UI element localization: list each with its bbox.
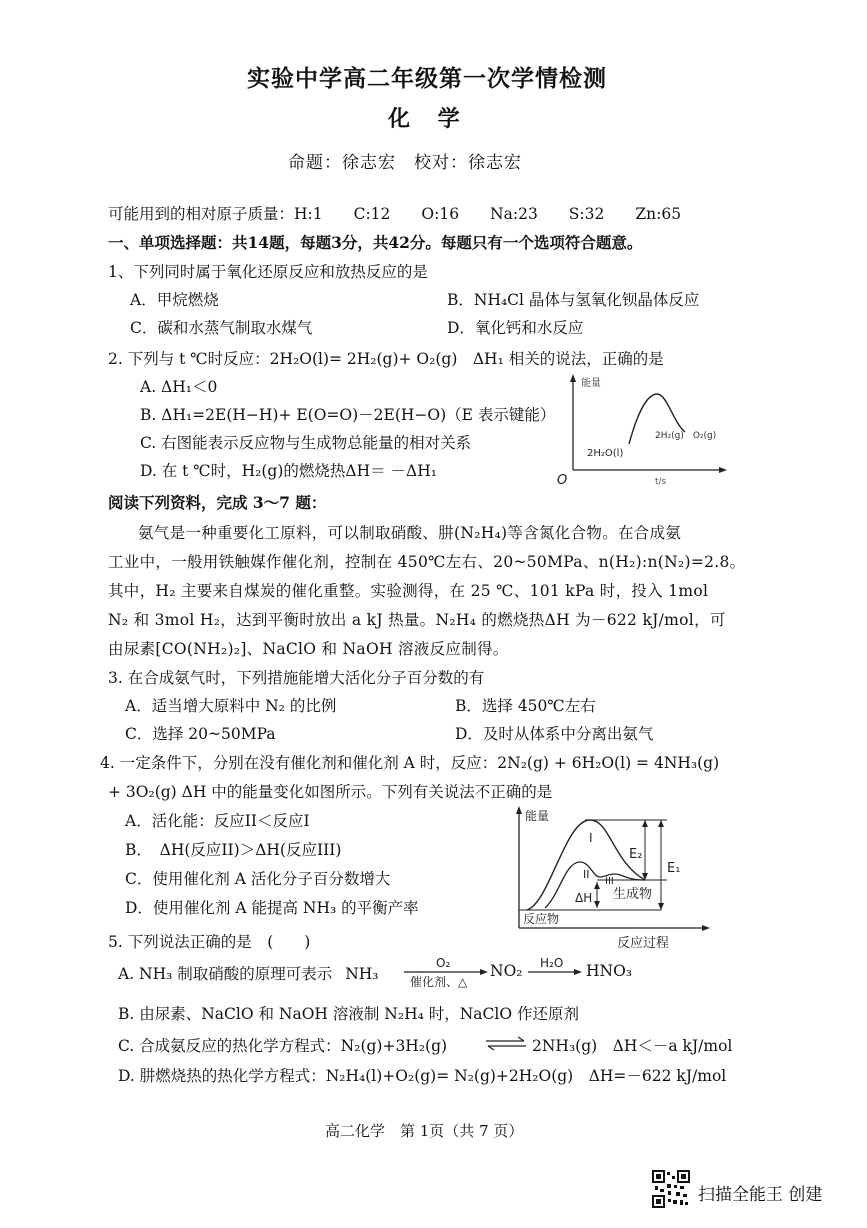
q5a-hno3: HNO₃ [586,962,633,980]
q4-product-label: 生成物 [613,887,653,902]
energy-diagram-q2 [555,372,730,487]
question-3-option-d: D．及时从体系中分离出氨气 [455,725,654,743]
question-2-stem: 2. 下列与 t ℃时反应：2H₂O(l)= 2H₂(g)+ O₂(g) ΔH₁ 相关的说法，正确的是 [108,350,664,368]
question-2-option-d: D. 在 t ℃时，H₂(g)的燃烧热ΔH＝ －ΔH₁ [140,462,437,480]
q2-origin: O [557,473,568,487]
question-4-stem-2: + 3O₂(g) ΔH 中的能量变化如图所示。下列有关说法不正确的是 [108,783,553,801]
q5a-nh3: NH₃ [345,965,379,983]
question-1-option-b: B．NH₄Cl 晶体与氢氧化钡晶体反应 [447,291,700,309]
q2-y-label: 能量 [581,378,601,389]
q5a-no2: NO₂ [490,962,523,980]
q5a-h2o: H₂O [540,956,564,970]
q4-dh-label: ΔH [575,891,593,905]
reading-line-2: 工业中，一般用铁触媒作催化剂，控制在 450℃左右、20~50MPa、n(H₂):n(N₂)=2.8。 [108,553,746,571]
page-title: 实验中学高二年级第一次学情检测 [247,65,607,92]
question-1-option-c: C．碳和水蒸气制取水煤气 [130,319,313,337]
question-3-option-c: C．选择 20~50MPa [125,725,276,743]
reading-line-1: 氨气是一种重要化工原料，可以制取硝酸、肼(N₂H₄)等含氮化合物。在合成氨 [138,524,682,542]
q5a-condition: 催化剂、△ [410,975,468,989]
question-1-option-a: A．甲烷燃烧 [130,291,219,309]
question-3-option-a: A．适当增大原料中 N₂ 的比例 [125,697,337,715]
q5a-arrow-1 [404,952,490,992]
watermark-text: 扫描全能王 创建 [698,1185,823,1205]
question-2-option-c: C. 右图能表示反应物与生成物总能量的相对关系 [140,434,472,452]
reading-line-3: 其中，H₂ 主要来自煤炭的催化重整。实验测得，在 25 ℃、101 kPa 时，投入 1mol [108,582,709,600]
question-5-option-c-pre: C. 合成氨反应的热化学方程式：N₂(g)+3H₂(g) [118,1037,448,1055]
page-footer: 高二化学 第 1页（共 7 页） [325,1122,524,1140]
question-3-stem: 3. 在合成氨气时，下列措施能增大活化分子百分数的有 [108,669,485,687]
reading-line-5: 由尿素[CO(NH₂)₂]、NaClO 和 NaOH 溶液反应制得。 [108,640,509,658]
q2-reactant-label: 2H₂O(l) [587,448,624,459]
q4-curve-3: III [605,876,614,887]
energy-diagram-q4 [505,802,715,952]
question-5-option-c-post: 2NH₃(g) ΔH＜－a kJ/mol [532,1037,733,1055]
question-1-stem: 1、下列同时属于氧化还原反应和放热反应的是 [108,263,428,281]
q4-y-label: 能量 [525,809,550,823]
reading-line-4: N₂ 和 3mol H₂，达到平衡时放出 a kJ 热量。N₂H₄ 的燃烧热ΔH 为－622 kJ/mol，可 [108,611,726,629]
question-2-option-b: B. ΔH₁=2E(H−H)+ E(O=O)－2E(H−O)（E 表示键能） [140,406,556,424]
question-5-option-b: B. 由尿素、NaClO 和 NaOH 溶液制 N₂H₄ 时，NaClO 作还原剂 [118,1005,579,1023]
q5a-prefix: A. NH₃ 制取硝酸的原理可表示 [118,965,333,983]
q5a-arrow-2 [528,952,584,982]
question-4-stem-1: 4. 一定条件下，分别在没有催化剂和催化剂 A 时，反应：2N₂(g) + 6H₂O(l) = 4NH₃(g) [100,754,720,772]
authors-line: 命题：徐志宏 校对：徐志宏 [288,153,522,173]
q5a-o2: O₂ [436,956,451,970]
question-4-option-c: C．使用催化剂 A 活化分子百分数增大 [125,870,391,888]
question-2-option-a: A. ΔH₁＜0 [140,378,218,396]
question-5-stem: 5. 下列说法正确的是 ( ) [108,933,311,951]
q4-curve-1: I [589,831,593,845]
q4-curve-2: II [583,868,590,881]
q4-reactant-label: 反应物 [523,912,560,926]
question-5-option-d: D. 肼燃烧热的热化学方程式：N₂H₄(l)+O₂(g)= N₂(g)+2H₂O(g) ΔH=－622 kJ/mol [118,1067,727,1085]
q2-product-label: 2H₂(g) O₂(g) [655,431,717,441]
subject-title: 化 学 [388,106,470,132]
question-4-option-a: A．活化能：反应II＜反应I [125,812,310,830]
q4-e2-label: E₂ [629,847,643,862]
question-4-option-b: B． ΔH(反应II)＞ΔH(反应III) [125,841,342,859]
q2-x-label: t/s [655,477,667,487]
section-heading: 一、单项选择题：共14题，每题3分，共42分。每题只有一个选项符合题意。 [108,233,643,252]
atomic-masses: 可能用到的相对原子质量：H:1 C:12 O:16 Na:23 S:32 Zn:65 [108,205,682,223]
q4-e1-label: E₁ [667,861,681,876]
q4-x-label: 反应过程 [617,936,670,951]
question-4-option-d: D．使用催化剂 A 能提高 NH₃ 的平衡产率 [125,899,419,917]
reading-intro: 阅读下列资料，完成 3～7 题： [108,493,327,512]
reversible-arrow-icon [484,1034,528,1054]
question-5-option-a [118,962,379,986]
question-1-option-d: D．氧化钙和水反应 [447,319,584,337]
question-3-option-b: B．选择 450℃左右 [455,697,596,715]
qr-code-icon [652,1170,690,1208]
